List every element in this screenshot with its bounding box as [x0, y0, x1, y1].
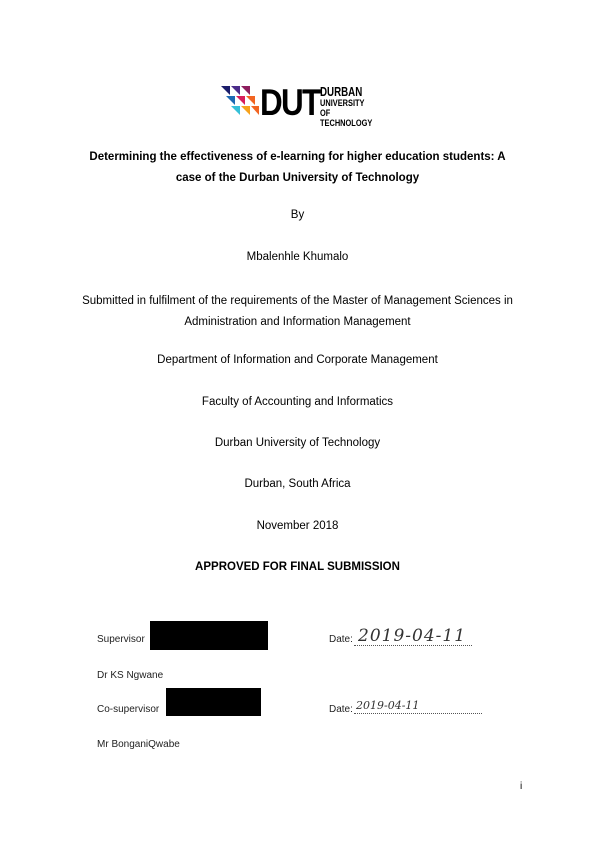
- supervisor-date-handwritten: 2019-04-11: [358, 626, 467, 646]
- approval-heading: APPROVED FOR FINAL SUBMISSION: [195, 561, 400, 573]
- faculty: Faculty of Accounting and Informatics: [201, 396, 394, 408]
- department: Department of Information and Corporate Management: [157, 354, 438, 366]
- thesis-title: [0, 147, 595, 189]
- logo-dut-mark: DUT: [260, 82, 320, 123]
- submission-line-1: Submitted in fulfilment of the requirements of the Master of Management Sciences in: [82, 295, 513, 307]
- university: Durban University of Technology: [214, 437, 381, 449]
- logo-line-2: UNIVERSITY OF: [320, 98, 365, 119]
- logo-line-3: TECHNOLOGY: [320, 118, 373, 129]
- logo-line-1: DURBAN: [320, 85, 363, 99]
- cosupervisor-signature-redacted: [166, 688, 261, 716]
- cosupervisor-label: Co-supervisor: [97, 704, 160, 715]
- supervisor-label: Supervisor: [97, 634, 145, 645]
- logo-triangles-icon: [221, 86, 259, 118]
- thesis-title-line-2: case of the Durban University of Technology: [175, 172, 420, 184]
- supervisor-name: Dr KS Ngwane: [97, 670, 164, 681]
- thesis-title-line-1: Determining the effectiveness of e-learning for higher education students: A: [89, 151, 506, 163]
- submission-date: November 2018: [256, 520, 339, 532]
- cosupervisor-date-handwritten: 2019-04-11: [356, 699, 420, 712]
- author-name: Mbalenhle Khumalo: [246, 251, 349, 263]
- cosupervisor-date-label: Date:: [329, 704, 353, 715]
- submission-statement: [0, 291, 595, 333]
- supervisor-date-label: Date:: [329, 634, 353, 645]
- by-label: By: [290, 209, 305, 221]
- cosupervisor-name: Mr BonganiQwabe: [97, 739, 180, 750]
- page-number: i: [520, 781, 523, 792]
- logo-university-name: [320, 86, 372, 129]
- cosupervisor-date-line: [354, 713, 482, 714]
- university-logo: [221, 82, 381, 129]
- supervisor-signature-redacted: [150, 621, 268, 650]
- location: Durban, South Africa: [244, 478, 351, 490]
- submission-line-2: Administration and Information Management: [184, 316, 411, 328]
